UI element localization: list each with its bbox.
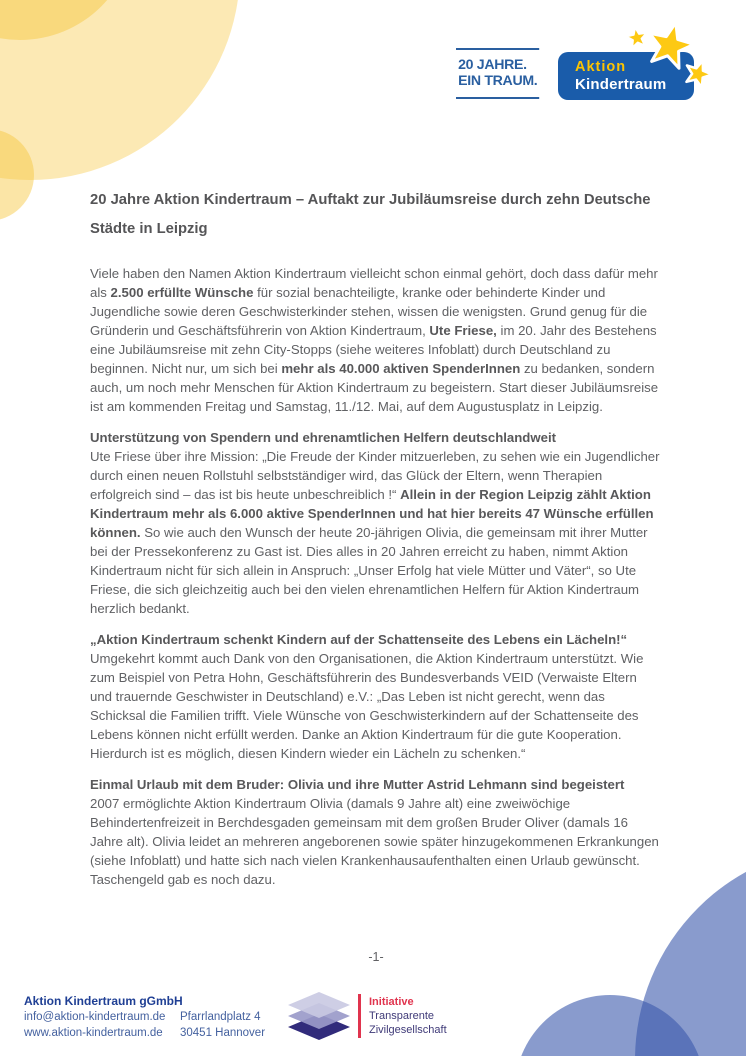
itz-wordmark <box>369 992 447 1037</box>
section-quote-veid <box>90 630 662 763</box>
document-body <box>90 186 662 901</box>
section-olivia <box>90 775 662 889</box>
section-heading: „Aktion Kindertraum schenkt Kindern auf der Schattenseite des Lebens ein Lächeln!“ <box>90 632 628 647</box>
section-support <box>90 428 662 618</box>
paragraph-intro <box>90 264 662 416</box>
body-paragraph: Ute Friese über ihre Mission: „Die Freude der Kinder mitzuerleben, zu sehen wie ein Jugendlicher durch einen neuen Rollstuhl selbstständiger wird, das Glück der Eltern, wenn Therapien erfolgreich sind – das ist bis heute unbeschreiblich !“ Allein in der Region Leipzig zählt Aktion Kindertraum mehr als 6.000 aktive SpenderInnen und hat hier bereits 47 Wünsche erfüllen können. So wie auch den Wunsch der heute 20-jährigen Olivia, die gemeinsam mit ihrer Mutter bei der Pressekonferenz zu Gast ist. Dies alles in 20 Jahren erreicht zu haben, nimmt Aktion Kindertraum nicht für sich allein in Anspruch: „Unser Erfolg hat viele Mütter und Väter“, so Ute Friese, die sich gleichzeitig auch bei den vielen ehrenamtlichen Helfern für Aktion Kindertraum herzlich bedankt. <box>90 449 660 616</box>
section-heading: Einmal Urlaub mit dem Bruder: Olivia und ihre Mutter Astrid Lehmann sind begeistert <box>90 777 625 792</box>
itz-line-zivilgesellschaft: Zivilgesellschaft <box>369 1024 447 1036</box>
footer-address <box>180 1009 265 1041</box>
stacked-diamonds-icon <box>288 992 350 1042</box>
page-title: 20 Jahre Aktion Kindertraum – Auftakt zur Jubiläumsreise durch zehn Deutsche Städte in Leipzig <box>90 192 651 237</box>
body-paragraph: 2007 ermöglichte Aktion Kindertraum Olivia (damals 9 Jahre alt) eine zweiwöchige Behindertenfreizeit in Berchdesgaden gemeinsam mit dem großen Bruder Oliver (damals 16 Jahre alt). Olivia leidet an mehreren angeborenen sowie später hinzugekommenen Erkrankungen (siehe Infoblatt) und hatte sich nach vielen Krankenhausaufenthalten einen Urlaub gewünscht. Taschengeld gab es noch dazu. <box>90 796 659 887</box>
logo-word-aktion: Aktion <box>575 59 627 75</box>
footer-address-city: 30451 Hannover <box>180 1027 266 1039</box>
logo-word-kindertraum: Kindertraum <box>575 76 667 93</box>
body-paragraph: Viele haben den Namen Aktion Kindertraum vielleicht schon einmal gehört, doch dass dafür mehr als 2.500 erfüllte Wünsche für sozial benachteiligte, kranke oder behinderte Kinder und Jugendliche sowie deren Geschwisterkinder stehen, wissen die wenigsten. Grund genug für die Gründerin und Geschäftsführerin von Aktion Kindertraum, Ute Friese, im 20. Jahr des Bestehens eine Jubiläumsreise mit zehn City-Stopps (siehe weiteres Infoblatt) durch Deutschland zu beginnen. Nicht nur, um sich bei mehr als 40.000 aktiven SpenderInnen zu bedanken, sondern auch, um noch mehr Menschen für Aktion Kindertraum zu begeistern. Start dieser Jubiläumsreise ist am kommenden Freitag und Samstag, 11./12. Mai, auf dem Augustusplatz in Leipzig. <box>90 266 659 414</box>
claim-line-2: EIN TRAUM. <box>458 73 538 88</box>
page-number: -1- <box>368 950 384 964</box>
anniversary-claim <box>456 48 539 99</box>
body-paragraph: Umgekehrt kommt auch Dank von den Organisationen, die Aktion Kindertraum unterstützt. Wie zum Beispiel von Petra Hohn, Geschäftsführerin des Bundesverbands VEID (Verwaiste Eltern und trauernde Geschwister in Deutschland) e.V.: „Das Leben ist nicht gerecht, wenn das Schicksal die Familien trifft. Viele Wünsche von Geschwisterkindern auf der Schattenseite des Lebens können nicht erfüllt werden. Danke an Aktion Kindertraum für die gute Kooperation. Hierdurch ist es möglich, diesen Kindern wieder ein Lächeln zu schenken.“ <box>90 651 644 761</box>
itz-line-transparente: Transparente <box>369 1010 435 1022</box>
claim-line-1: 20 JAHRE. <box>458 57 527 72</box>
footer-address-street: Pfarrlandplatz 4 <box>180 1011 261 1023</box>
footer-contact <box>24 993 183 1041</box>
footer-email-link[interactable]: info@aktion-kindertraum.de <box>24 1011 166 1023</box>
itz-divider <box>358 994 361 1038</box>
itz-logo <box>288 992 447 1042</box>
three-yellow-stars-icon <box>610 12 730 96</box>
footer-website-link[interactable]: www.aktion-kindertraum.de <box>24 1027 163 1039</box>
footer-org-name: Aktion Kindertraum gGmbH <box>24 994 183 1008</box>
section-heading: Unterstützung von Spendern und ehrenamtlichen Helfern deutschlandweit <box>90 430 557 445</box>
itz-line-initiative: Initiative <box>369 996 414 1008</box>
